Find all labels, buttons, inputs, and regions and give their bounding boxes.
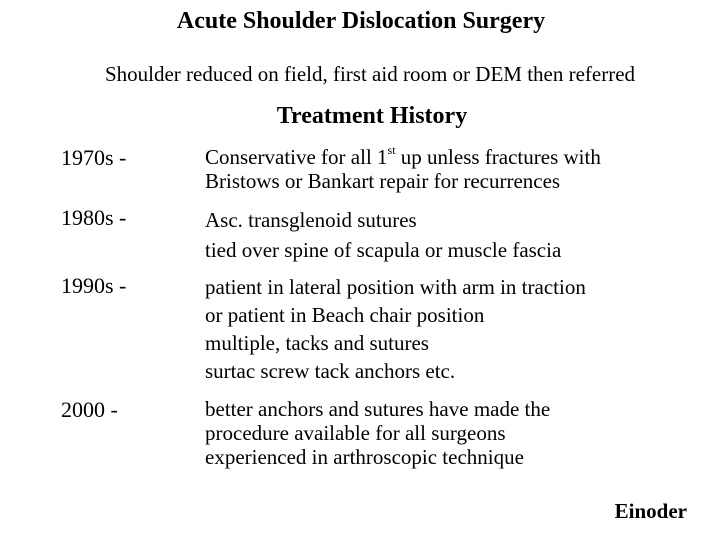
history-era-label: 1970s - [61,145,127,170]
history-line: better anchors and sutures have made the [205,397,551,421]
section-heading: Treatment History [276,103,468,129]
history-line: patient in lateral position with arm in traction [205,275,586,299]
history-line [205,145,705,169]
history-line-text-cont: up unless fractures with [395,145,601,169]
history-line: surtac screw tack anchors etc. [205,359,456,383]
history-line: procedure available for all surgeons [205,421,506,445]
history-era-label: 1990s - [61,273,127,298]
history-line: multiple, tacks and sutures [205,331,429,355]
history-line: Bristows or Bankart repair for recurrences [205,169,561,193]
history-line: experienced in arthroscopic technique [205,445,524,469]
history-era-label: 2000 - [61,397,118,422]
history-line: or patient in Beach chair position [205,303,485,327]
history-line: tied over spine of scapula or muscle fascia [205,238,562,262]
slide-title: Acute Shoulder Dislocation Surgery [176,8,546,34]
author-name: Einoder [614,499,687,523]
history-era-label: 1980s - [61,205,127,230]
ordinal-suffix: st [387,143,396,157]
history-line: Asc. transglenoid sutures [205,208,417,232]
history-description [205,145,705,193]
history-description [205,273,705,385]
history-line-text: Conservative for all 1 [205,145,388,169]
history-description [205,397,705,469]
history-description [205,205,705,265]
slide-subtitle: Shoulder reduced on field, first aid room or DEM then referred [104,62,636,86]
